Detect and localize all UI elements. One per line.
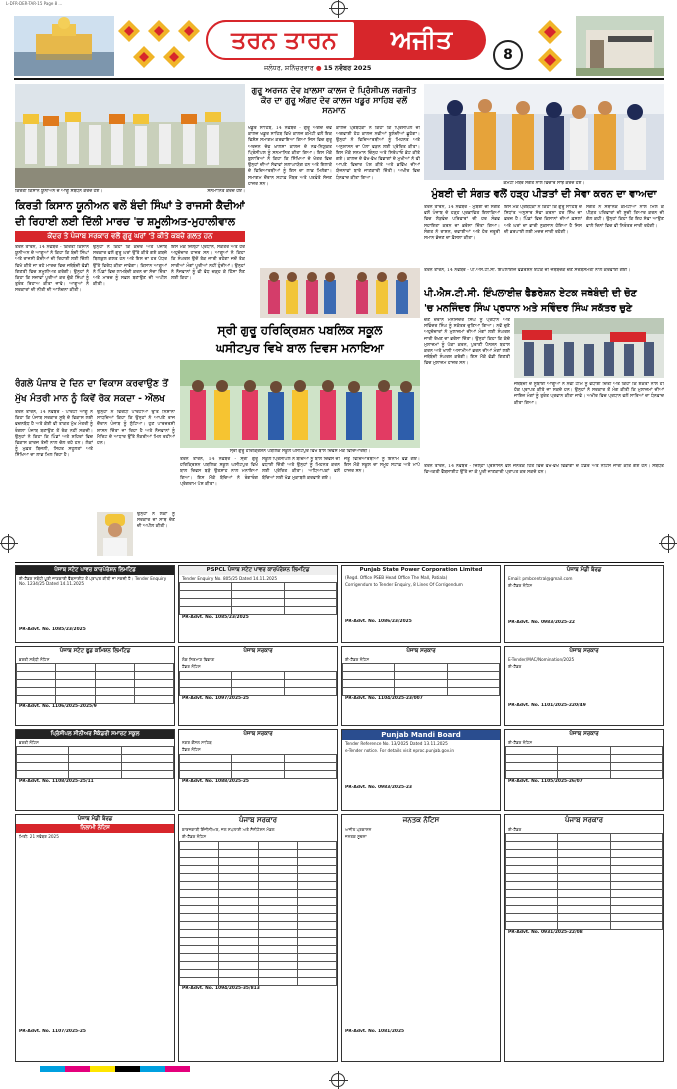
ad-body: ਈ-ਟੈਂਡਰ ਨੋਟਿਸ xyxy=(508,583,533,589)
ad-ref: PR-Advt. No. 1081/2025 xyxy=(345,1029,405,1035)
ad-table xyxy=(179,841,337,986)
ad-header: Punjab State Power Corporation Limited xyxy=(342,566,500,574)
union-photo xyxy=(514,318,664,378)
ad-pspcl-punjabi xyxy=(15,565,175,643)
registration-mark-bottom xyxy=(331,1073,345,1087)
school-photo-caption: ਸ੍ਰੀ ਗੁਰੂ ਹਰਿਕ੍ਰਿਸ਼ਨ ਪਬਲਿਕ ਸਕੂਲ ਘਸੀਟਪੁਰ ਵਿਖੇ ਬਾਲ ਦਿਵਸ ਮੌਕੇ ਵਿਦਿਆਰਥੀ। xyxy=(229,449,371,454)
right-brief: ਤਰਨ ਤਾਰਨ, 14 ਨਵੰਬਰ - ਜ਼ਿਲ੍ਹਾ ਪ੍ਰਸ਼ਾਸਨ ਵਲੋਂ ਜਨਤਕ ਹਿੱਤ ਵਿਚ ਵੱਖ-ਵੱਖ ਵਿਭਾਗਾਂ ਦੇ ਟੈਂਡਰ ਅਤੇ ਨੋਟਿਸ ਜਾਰੀ ਕੀਤੇ ਗਏ ਹਨ। ਸਬੰਧਤ ਵਿਅਕਤੀ ਵੈੱਬਸਾਈਟ ਉੱਤੇ ਜਾ ਕੇ ਪੂਰੀ ਜਾਣਕਾਰੀ ਪ੍ਰਾਪਤ ਕਰ ਸਕਦੇ ਹਨ। xyxy=(424,464,664,476)
print-info: L-DFR-DER-TAR-15 Page 8 ... xyxy=(6,1,63,6)
ad-subheader: Tender Reference No. 13/2025 Dated 13.11.2025 xyxy=(345,741,448,746)
ad-ref: PR-Advt. No. 0983/2025-22 xyxy=(508,620,575,626)
mumbai-headline: ਮੁੰਬਈ ਦੀ ਸੰਗਤ ਵਲੋਂ ਹੜ੍ਹ ਪੀੜਤਾਂ ਦੀ ਸੇਵਾ ਕਰਨ ਦਾ ਵਾਅਦਾ xyxy=(431,189,657,200)
dateline-city: ਜਲੰਧਰ, ਸ਼ਨਿੱਚਰਵਾਰ xyxy=(264,64,314,72)
ad-govt-etender-4 xyxy=(504,814,664,1062)
punjab-col-2: ਉਨ੍ਹਾਂ ਨੇ ਵਿਰੋਧੀ ਪਾਰਟੀਆਂ ਉੱਤੇ ਨਿਸ਼ਾਨਾ ਸਾਧਦਿਆਂ ਕਿਹਾ ਕਿ ਉਨ੍ਹਾਂ ਨੇ ਆਪਣੇ ਰਾਜ ਦੌਰਾਨ ਪੰਜਾਬ ਨੂੰ ਲੁੱਟਿਆ। ਹੁਣ ਪਾਰਦਰਸ਼ੀ ਸ਼ਾਸਨ ਦਿੱਤਾ ਜਾ ਰਿਹਾ ਹੈ ਅਤੇ ਨੌਜਵਾਨਾਂ ਨੂੰ ਮੈਰਿਟ ਦੇ ਆਧਾਰ ਉੱਤੇ ਨੌਕਰੀਆਂ ਮਿਲ ਰਹੀਆਂ ਹਨ। xyxy=(97,410,175,447)
kisan-col-1: ਤਰਨ ਤਾਰਨ, 14 ਨਵੰਬਰ - ਕਿਰਤੀ ਕਿਸਾਨ ਯੂਨੀਅਨ ਦੇ ਆਗੂਆਂ ਨੇ ਕਿਹਾ ਕਿ ਬੰਦੀ ਸਿੰਘਾਂ ਅਤੇ ਰਾਜਸੀ ਕੈਦੀਆਂ ਦੀ ਰਿਹਾਈ ਲਈ ਦਿੱਲੀ ਵਿਖੇ ਕੀਤੇ ਜਾ ਰਹੇ ਮਾਰਚ ਵਿਚ ਜਥੇਬੰਦੀ ਵੱਡੀ ਗਿਣਤੀ ਵਿਚ ਸ਼ਮੂਲੀਅਤ ਕਰੇਗੀ। ਉਨ੍ਹਾਂ ਨੇ ਕਿਹਾ ਕਿ ਸਜ਼ਾਵਾਂ ਪੂਰੀਆਂ ਕਰ ਚੁੱਕੇ ਸਿੰਘਾਂ ਨੂੰ ਤੁਰੰਤ ਰਿਹਾਅ ਕੀਤਾ ਜਾਵੇ। ਆਗੂਆਂ ਨੇ ਸਰਕਾਰਾਂ ਦੀ ਨੀਤੀ ਦੀ ਆਲੋਚਨਾ ਕੀਤੀ। xyxy=(15,245,89,294)
phulkari-pattern-right xyxy=(526,16,574,76)
ad-water-supply xyxy=(178,814,338,1062)
ad-ref: PR-Advt. No. 1085/23/2025 xyxy=(19,627,86,632)
kisan-photo-caption: ਕਿਰਤੀ ਕਿਸਾਨ ਯੂਨੀਅਨ ਦੇ ਆਗੂ ਸੰਬੋਧਨ ਕਰਦੇ ਹੋਏ। xyxy=(15,189,103,194)
ad-ref: PR-Advt. No. 1104/2025-23/007 xyxy=(345,696,423,702)
building-photo xyxy=(576,16,664,76)
ad-body: ਈ-ਟੈਂਡਰ ਨੋਟਿਸ xyxy=(508,740,533,745)
ad-subheader: ਨਿਲਾਮੀ ਨੋਟਿਸ xyxy=(16,824,174,833)
kisan-col-3: ਇਸ ਮੌਕੇ ਜ਼ਿਲ੍ਹਾ ਪ੍ਰਧਾਨ, ਸਕੱਤਰ ਅਤੇ ਹੋਰ ਅਹੁਦੇਦਾਰ ਹਾਜ਼ਰ ਸਨ। ਆਗੂਆਂ ਨੇ ਕਿਹਾ ਕਿ ਸੰਘਰਸ਼ ਉਦੋਂ ਤੱਕ ਜਾਰੀ ਰਹੇਗਾ ਜਦੋਂ ਤੱਕ ਸਾਰੀਆਂ ਮੰਗਾਂ ਪੂਰੀਆਂ ਨਹੀਂ ਹੁੰਦੀਆਂ। ਉਨ੍ਹਾਂ ਨੇ ਨੌਜਵਾਨਾਂ ਨੂੰ ਵੀ ਵੱਧ ਚੜ੍ਹ ਕੇ ਹਿੱਸਾ ਲੈਣ ਲਈ ਕਿਹਾ। xyxy=(171,245,245,282)
ad-punjab-mandi-board xyxy=(341,729,501,811)
ad-subheader: ਅਜੀਤ ਪ੍ਰਕਾਸ਼ਨ xyxy=(345,827,372,832)
mumbai-photo-caption: ਕਮੇਟੀ ਮੈਂਬਰ ਸੰਗਤ ਨਾਲ ਵਿਚਾਰ ਸਾਂਝੇ ਕਰਦੇ ਹੋਏ। xyxy=(503,181,585,186)
ad-header: ਪੰਜਾਬ ਸਰਕਾਰ xyxy=(179,815,337,826)
ad-ref: PR-Advt. No. 1085/23/2025 xyxy=(182,615,249,621)
punjab-headline-line-1: ਰੰਗਲੇ ਪੰਜਾਬ ਦੇ ਦਿਨ ਦਾ ਵਿਕਾਸ ਕਰਵਾਉਣ ਤੋਂ xyxy=(15,378,169,389)
school-col-3: ਜੇਤੂ ਵਿਦਿਆਰਥੀਆਂ ਨੂੰ ਇਨਾਮ ਵੰਡੇ ਗਏ। ਇਸ ਮੌਕੇ ਸਕੂਲ ਦਾ ਸਮੂਹ ਸਟਾਫ਼ ਅਤੇ ਮਾਪੇ ਹਾਜ਼ਰ ਸਨ। xyxy=(344,457,420,475)
ad-table xyxy=(505,746,663,779)
ad-govt-etender-3 xyxy=(504,729,664,811)
ad-header-logo: PSPCL xyxy=(206,567,226,573)
ad-nagar-council xyxy=(178,729,338,811)
ad-header: ਪੰਜਾਬ ਸਰਕਾਰ xyxy=(505,815,663,826)
ad-ref: PR-Advt. No. 1086/23/2025 xyxy=(345,619,412,625)
ad-header: ਪ੍ਰਿੰਸੀਪਲ ਸੀਨੀਅਰ ਸੈਕੰਡਰੀ ਸਮਾਰਟ ਸਕੂਲ xyxy=(16,730,174,739)
masthead xyxy=(14,16,664,76)
ad-table xyxy=(179,582,337,615)
ad-body: ਭਰਤੀ ਨੋਟਿਸ xyxy=(19,740,39,745)
page-number-badge: 8 xyxy=(493,40,523,70)
ad-mandi-auction xyxy=(15,814,175,1062)
ad-pspcl-english xyxy=(341,565,501,643)
ad-table xyxy=(179,754,337,779)
ad-body: ਈ-ਟੈਂਡਰ xyxy=(508,664,522,670)
college-story-col-1: ਖਡੂਰ ਸਾਹਿਬ, 14 ਨਵੰਬਰ - ਗੁਰੂ ਅੰਗਦ ਦੇਵ ਕਾਲਜ ਖਡੂਰ ਸਾਹਿਬ ਵਿਖੇ ਕਾਲਜ ਕਮੇਟੀ ਵਲੋਂ ਇਕ ਵਿਸ਼ੇਸ਼ ਸਮਾਗਮ ਕਰਵਾਇਆ ਗਿਆ ਜਿਸ ਵਿਚ ਗੁਰੂ ਅਰਜਨ ਦੇਵ ਖ਼ਾਲਸਾ ਕਾਲਜ ਦੇ ਨਵ-ਨਿਯੁਕਤ ਪ੍ਰਿੰਸੀਪਲ ਨੂੰ ਸਨਮਾਨਿਤ ਕੀਤਾ ਗਿਆ। ਇਸ ਮੌਕੇ ਬੁਲਾਰਿਆਂ ਨੇ ਕਿਹਾ ਕਿ ਸਿੱਖਿਆ ਦੇ ਖੇਤਰ ਵਿਚ ਉਨ੍ਹਾਂ ਦੀਆਂ ਸੇਵਾਵਾਂ ਸ਼ਲਾਘਾਯੋਗ ਹਨ ਅਤੇ ਇਲਾਕੇ ਦੇ ਵਿਦਿਆਰਥੀਆਂ ਨੂੰ ਇਸ ਦਾ ਲਾਭ ਮਿਲੇਗਾ। ਸਮਾਗਮ ਦੌਰਾਨ ਸਟਾਫ਼ ਮੈਂਬਰ ਅਤੇ ਪਤਵੰਤੇ ਸੱਜਣ ਹਾਜ਼ਰ ਸਨ। xyxy=(248,126,332,187)
school-col-1: ਤਰਨ ਤਾਰਨ, 14 ਨਵੰਬਰ - ਸ੍ਰੀ ਗੁਰੂ ਹਰਿਕ੍ਰਿਸ਼ਨ ਪਬਲਿਕ ਸਕੂਲ ਘਸੀਟਪੁਰ ਵਿਖੇ ਬਾਲ ਦਿਵਸ ਬੜੇ ਉਤਸ਼ਾਹ ਨਾਲ ਮਨਾਇਆ ਗਿਆ। ਇਸ ਮੌਕੇ ਬੱਚਿਆਂ ਨੇ ਰੰਗਾਰੰਗ ਪ੍ਰੋਗਰਾਮ ਪੇਸ਼ ਕੀਤਾ। xyxy=(180,457,258,487)
union-col-2: ਜਥੇਬੰਦੀ ਦੇ ਸੂਬਾਈ ਆਗੂਆਂ ਨੇ ਨਵੀਂ ਟੀਮ ਨੂੰ ਵਧਾਈ ਦਿੱਤੀ ਅਤੇ ਕਿਹਾ ਕਿ ਏਕਤਾ ਨਾਲ ਹੀ ਹੱਕ ਪ੍ਰਾਪਤ ਕੀਤੇ ਜਾ ਸਕਦੇ ਹਨ। ਉਨ੍ਹਾਂ ਨੇ ਸਰਕਾਰ ਤੋਂ ਮੰਗ ਕੀਤੀ ਕਿ ਮੁਲਾਜ਼ਮਾਂ ਦੀਆਂ ਜਾਇਜ਼ ਮੰਗਾਂ ਨੂੰ ਤੁਰੰਤ ਪ੍ਰਵਾਨ ਕੀਤਾ ਜਾਵੇ। ਅਖੀਰ ਵਿਚ ਪ੍ਰਧਾਨ ਵਲੋਂ ਸਾਰਿਆਂ ਦਾ ਧੰਨਵਾਦ ਕੀਤਾ ਗਿਆ। xyxy=(514,382,664,406)
masthead-dateline: ਜਲੰਧਰ, ਸ਼ਨਿੱਚਰਵਾਰ ● 15 ਨਵੰਬਰ 2025 xyxy=(264,64,372,72)
ad-body: ਈ-ਟੈਂਡਰ ਸਬੰਧੀ ਪੂਰੀ ਜਾਣਕਾਰੀ ਵੈੱਬਸਾਈਟ ਤੋਂ ਪ੍ਰਾਪਤ ਕੀਤੀ ਜਾ ਸਕਦੀ ਹੈ। Tender Enquiry No. 1234/25 Dated 14.11.2025 xyxy=(19,576,167,587)
mumbai-col-3: ਸੰਗਤ ਨੇ ਸਥਾਨਕ ਕਮੇਟੀਆਂ ਨਾਲ ਮਿਲ ਕੇ ਪੀੜਤ ਪਰਿਵਾਰਾਂ ਦੀ ਸੂਚੀ ਤਿਆਰ ਕਰਨ ਦੀ ਗੱਲ ਕਹੀ। ਉਨ੍ਹਾਂ ਕਿਹਾ ਕਿ ਇਹ ਸੇਵਾ ਆਉਣ ਵਾਲੇ ਦਿਨਾਂ ਵਿਚ ਵੀ ਨਿਰੰਤਰ ਜਾਰੀ ਰਹੇਗੀ। xyxy=(586,205,664,229)
college-story-headline: ਗੁਰੂ ਅਰਜਨ ਦੇਵ ਖ਼ਾਲਸਾ ਕਾਲਜ ਦੇ ਪ੍ਰਿੰਸੀਪਲ ਜਗਜੀਤ ਕੌਰ ਦਾ ਗੁਰੂ ਅੰਗਦ ਦੇਵ ਕਾਲਜ ਖਡੂਰ ਸਾਹਿਬ ਵਲੋਂ ਸਨਮਾਨ xyxy=(251,85,417,115)
ad-header: Punjab Mandi Board xyxy=(342,730,500,740)
ad-body: ਜਨਤਕ ਸੂਚਨਾ xyxy=(345,834,367,840)
print-color-bar xyxy=(40,1066,190,1072)
union-col-1: ਚੋਣ ਦੌਰਾਨ ਮਨਜਿੰਦਰ ਸਿੰਘ ਨੂੰ ਪ੍ਰਧਾਨ ਅਤੇ ਸਵਿੰਦਰ ਸਿੰਘ ਨੂੰ ਸਕੱਤਰ ਚੁਣਿਆ ਗਿਆ। ਨਵੇਂ ਚੁਣੇ ਅਹੁਦੇਦਾਰਾਂ ਨੇ ਮੁਲਾਜ਼ਮਾਂ ਦੀਆਂ ਮੰਗਾਂ ਲਈ ਸੰਘਰਸ਼ ਜਾਰੀ ਰੱਖਣ ਦਾ ਭਰੋਸਾ ਦਿੱਤਾ। ਉਨ੍ਹਾਂ ਕਿਹਾ ਕਿ ਕੱਚੇ ਮੁਲਾਜ਼ਮਾਂ ਨੂੰ ਪੱਕਾ ਕਰਨ, ਪੁਰਾਣੀ ਪੈਨਸ਼ਨ ਬਹਾਲ ਕਰਨ ਅਤੇ ਖਾਲੀ ਅਸਾਮੀਆਂ ਭਰਨ ਦੀਆਂ ਮੰਗਾਂ ਲਈ ਜਥੇਬੰਦੀ ਸੰਘਰਸ਼ ਕਰੇਗੀ। ਇਸ ਮੌਕੇ ਵੱਡੀ ਗਿਣਤੀ ਵਿਚ ਮੁਲਾਜ਼ਮ ਹਾਜ਼ਰ ਸਨ। xyxy=(424,318,510,367)
ad-ref: PR-Advt. No. 1107/2025-25 xyxy=(19,1029,86,1034)
ad-header: ਪੰਜਾਬ ਮੰਡੀ ਬੋਰਡ xyxy=(505,566,663,575)
ad-body: e-Tender notice. For details visit eproc.punjab.gov.in xyxy=(345,748,455,754)
registration-mark-right xyxy=(661,536,675,550)
ad-header: ਪੰਜਾਬ ਸਰਕਾਰ xyxy=(179,647,337,656)
ad-ref: PR-Advt. No. 1094/2025-35/813 xyxy=(182,985,260,991)
ad-header: ਪੰਜਾਬ ਸਟੇਟ ਫੂਡ ਕਮਿਸ਼ਨ ਲਿਮਟਿਡ xyxy=(16,647,174,656)
kisan-subhead: ਕੇਂਦਰ ਤੇ ਪੰਜਾਬ ਸਰਕਾਰ ਵਲੋਂ ਗੁਰੂ ਘਰਾਂ 'ਤੇ ਕੀਤੇ ਕਬਜ਼ੇ ਗਲਤ ਹਨ xyxy=(15,231,245,242)
ad-table xyxy=(16,663,174,704)
ad-subheader: ਨਗਰ ਕੌਂਸਲ ਸਾਹਿਬ xyxy=(182,740,212,745)
college-photo-caption: ਸਨਮਾਨਿਤ ਕਰਦੇ ਹੋਏ। xyxy=(207,189,245,194)
mumbai-sangat-photo xyxy=(424,84,664,180)
kisan-headline-line-2: ਦੀ ਰਿਹਾਈ ਲਈ ਦਿੱਲੀ ਮਾਰਚ 'ਚ ਸ਼ਮੂਲੀਅਤ-ਮੁਹਾਲੀਵਾਲ xyxy=(15,216,235,228)
ad-body: ਮਿਤੀ: 21 ਨਵੰਬਰ 2025 xyxy=(19,834,59,839)
punjab-headline-line-2: ਮੁੱਖ ਮੰਤਰੀ ਮਾਨ ਨੂੰ ਕਿਵੇਂ ਰੋਕ ਸਕਦਾ - ਔਲਖ xyxy=(15,393,165,404)
punjab-col-1: ਤਰਨ ਤਾਰਨ, 14 ਨਵੰਬਰ - ਪਾਰਟੀ ਆਗੂ ਨੇ ਕਿਹਾ ਕਿ ਪੰਜਾਬ ਸਰਕਾਰ ਸੂਬੇ ਦੇ ਵਿਕਾਸ ਲਈ ਵਚਨਬੱਧ ਹੈ ਅਤੇ ਕੋਈ ਵੀ ਤਾਕਤ ਮੁੱਖ ਮੰਤਰੀ ਨੂੰ ਰੰਗਲਾ ਪੰਜਾਬ ਬਣਾਉਣ ਤੋਂ ਰੋਕ ਨਹੀਂ ਸਕਦੀ। ਉਨ੍ਹਾਂ ਨੇ ਕਿਹਾ ਕਿ ਪਿੰਡਾਂ ਅਤੇ ਸ਼ਹਿਰਾਂ ਵਿਚ ਵਿਕਾਸ ਕਾਰਜ ਤੇਜ਼ੀ ਨਾਲ ਚੱਲ ਰਹੇ ਹਨ। ਲੋਕਾਂ ਨੂੰ ਮੁਫ਼ਤ ਬਿਜਲੀ, ਸਿਹਤ ਸਹੂਲਤਾਂ ਅਤੇ ਸਿੱਖਿਆ ਦਾ ਲਾਭ ਮਿਲ ਰਿਹਾ ਹੈ। xyxy=(15,410,93,459)
ad-ref: PR-Advt. No. 0931/2025-22/08 xyxy=(508,930,583,936)
ad-mandi-board-punjabi xyxy=(504,565,664,643)
ad-body: ਈ-ਟੈਂਡਰ ਨੋਟਿਸ xyxy=(345,657,370,662)
ad-pspcl-tender xyxy=(178,565,338,643)
ad-header: ਪੰਜਾਬ ਸਰਕਾਰ xyxy=(342,647,500,656)
ad-header: ਪੰਜਾਬ ਸਰਕਾਰ xyxy=(179,730,337,739)
ads-divider xyxy=(15,562,664,563)
kisan-headline-line-1: ਕਿਰਤੀ ਕਿਸਾਨ ਯੂਨੀਅਨ ਵਲੋਂ ਬੰਦੀ ਸਿੰਘਾਂ ਤੇ ਰਾਜਸੀ ਕੈਦੀਆਂ xyxy=(15,200,245,212)
ad-pwd xyxy=(178,646,338,726)
registration-mark-top xyxy=(331,1,345,15)
school-col-2: ਸਕੂਲ ਪ੍ਰਿੰਸੀਪਲ ਨੇ ਬੱਚਿਆਂ ਨੂੰ ਬਾਲ ਦਿਵਸ ਦੀ ਵਧਾਈ ਦਿੱਤੀ ਅਤੇ ਉਨ੍ਹਾਂ ਨੂੰ ਮਿਹਨਤ ਕਰਨ ਲਈ ਪ੍ਰੇਰਿਤ ਕੀਤਾ। ਅਧਿਆਪਕਾਂ ਵਲੋਂ ਬੱਚਿਆਂ ਲਈ ਖੇਡ ਮੁਕਾਬਲੇ ਕਰਵਾਏ ਗਏ। xyxy=(262,457,340,481)
bal-divas-photo xyxy=(180,360,420,448)
ad-ref: PR-Advt. No. 1106/2025-2025/9 xyxy=(19,704,97,710)
paper-name: ਤਰਨ ਤਾਰਨ xyxy=(231,26,337,54)
ad-ref: PR-Advt. No. 1108/2025-25/11 xyxy=(19,779,94,785)
ad-header: ਪੰਜਾਬ ਸਰਕਾਰ xyxy=(505,730,663,739)
mumbai-col-2: ਇਸ ਮੌਕੇ ਪ੍ਰਬੰਧਕਾਂ ਨੇ ਕਿਹਾ ਕਿ ਗੁਰੂ ਸਾਹਿਬ ਦੇ ਸਿਧਾਂਤ ਅਨੁਸਾਰ ਸੇਵਾ ਕਰਨਾ ਹਰ ਸਿੱਖ ਦਾ ਫ਼ਰਜ਼ ਹੈ। ਪਿੰਡਾਂ ਵਿਚ ਕਿਸਾਨਾਂ ਦੀਆਂ ਫ਼ਸਲਾਂ ਅਤੇ ਘਰਾਂ ਦਾ ਭਾਰੀ ਨੁਕਸਾਨ ਹੋਇਆ ਹੈ ਜਿਸ ਦੀ ਭਰਪਾਈ ਲਈ ਮਦਦ ਜਾਰੀ ਰਹੇਗੀ। xyxy=(504,205,582,235)
golden-temple-photo xyxy=(14,16,114,76)
ad-govt-etender-2 xyxy=(504,646,664,726)
ad-header: ਪੰਜਾਬ ਸਰਕਾਰ xyxy=(505,647,663,656)
ad-subheader: ਕਾਰਜਕਾਰੀ ਇੰਜੀਨੀਅਰ, ਜਲ ਸਪਲਾਈ ਅਤੇ ਸੈਨੀਟੇਸ਼ਨ ਮੰਡਲ xyxy=(182,827,275,832)
ad-subheader: E-Tender/MAC/Nomination/2025 xyxy=(508,657,575,662)
ad-table xyxy=(505,833,663,930)
ad-header xyxy=(179,566,337,575)
ad-public-notice xyxy=(341,814,501,1062)
ad-subheader: (Regd. Office PSEB Head Office The Mall, Patiala) xyxy=(345,575,448,580)
ad-header-title: ਪੰਜਾਬ ਸਟੇਟ ਪਾਵਰ ਕਾਰਪੋਰੇਸ਼ਨ ਲਿਮਟਿਡ xyxy=(227,567,310,573)
ad-body: ਟੈਂਡਰ ਨੋਟਿਸ xyxy=(182,664,201,670)
college-staff-photo xyxy=(260,268,420,318)
ad-table xyxy=(16,746,174,779)
ad-body: ਈ-ਟੈਂਡਰ xyxy=(508,827,522,832)
registration-mark-left xyxy=(1,536,15,550)
kisan-col-2: ਉਨ੍ਹਾਂ ਨੇ ਕਿਹਾ ਕਿ ਕੇਂਦਰ ਅਤੇ ਪੰਜਾਬ ਸਰਕਾਰ ਵਲੋਂ ਗੁਰੂ ਘਰਾਂ ਉੱਤੇ ਕੀਤੇ ਗਏ ਕਬਜ਼ੇ ਬਿਲਕੁਲ ਗਲਤ ਹਨ ਅਤੇ ਇਸ ਦਾ ਹਰ ਪੱਧਰ ਉੱਤੇ ਵਿਰੋਧ ਕੀਤਾ ਜਾਵੇਗਾ। ਕਿਸਾਨ ਆਗੂਆਂ ਨੇ ਪਿੰਡਾਂ ਵਿਚ ਲਾਮਬੰਦੀ ਕਰਨ ਦਾ ਸੱਦਾ ਦਿੱਤਾ ਅਤੇ ਮਾਰਚ ਨੂੰ ਸਫ਼ਲ ਬਣਾਉਣ ਦੀ ਅਪੀਲ ਕੀਤੀ। xyxy=(93,245,167,288)
ad-header: ਜਨਤਕ ਨੋਟਿਸ xyxy=(342,815,500,826)
ad-subheader: ਲੋਕ ਨਿਰਮਾਣ ਵਿਭਾਗ xyxy=(182,657,215,662)
ad-ref: PR-Advt. No. 1105/2025-26/07 xyxy=(508,779,583,785)
ad-ref: PR-Advt. No. 0983/2025-23 xyxy=(345,785,412,791)
phulkari-pattern-left xyxy=(114,16,204,76)
union-headline-line-1: ਪੀ.ਐਸ.ਟੀ.ਸੀ. ਇੰਪਲਾਈਜ਼ ਫੈਡਰੇਸ਼ਨ ਏਟਕ ਜਥੇਬੰਦੀ ਦੀ ਚੋਣ xyxy=(424,288,637,299)
ad-school-recruitment xyxy=(15,729,175,811)
ad-table xyxy=(342,663,500,696)
kisan-march-photo xyxy=(15,84,245,188)
school-headline-line-2: ਘਸੀਟਪੁਰ ਵਿਖੇ ਬਾਲ ਦਿਵਸ ਮਨਾਇਆ xyxy=(216,341,384,355)
masthead-rule xyxy=(14,78,664,80)
portrait-photo xyxy=(97,512,133,556)
ad-body: Tender Enquiry No. 805/25 Dated 14.11.2025 xyxy=(182,576,277,581)
ad-body: ਈ-ਟੈਂਡਰ ਨੋਟਿਸ xyxy=(182,834,207,840)
ad-subheader: Email: pmbcentral@gmail.com xyxy=(508,576,573,581)
mumbai-col-1: ਤਰਨ ਤਾਰਨ, 14 ਨਵੰਬਰ - ਮੁੰਬਈ ਦੀ ਸੰਗਤ ਵਲੋਂ ਪੰਜਾਬ ਦੇ ਹੜ੍ਹ ਪ੍ਰਭਾਵਿਤ ਇਲਾਕਿਆਂ ਵਿਚ ਲੋੜਵੰਦ ਪਰਿਵਾਰਾਂ ਦੀ ਹਰ ਸੰਭਵ ਸਹਾਇਤਾ ਕਰਨ ਦਾ ਭਰੋਸਾ ਦਿੱਤਾ ਗਿਆ। ਸੰਗਤ ਨੇ ਰਾਸ਼ਨ, ਦਵਾਈਆਂ ਅਤੇ ਹੋਰ ਜ਼ਰੂਰੀ ਸਮਾਨ ਭੇਜਣ ਦਾ ਫ਼ੈਸਲਾ ਕੀਤਾ। xyxy=(424,205,500,242)
dateline-date: 15 ਨਵੰਬਰ 2025 xyxy=(323,64,372,72)
ad-ref: PR-Advt. No. 1097/2025-25 xyxy=(182,695,249,701)
college-story-col-2: ਕਾਲਜ ਪ੍ਰਬੰਧਕਾਂ ਨੇ ਕਿਹਾ ਕਿ ਪ੍ਰਿੰਸੀਪਲ ਦੀ ਅਗਵਾਈ ਹੇਠ ਕਾਲਜ ਨਵੀਆਂ ਬੁਲੰਦੀਆਂ ਛੂਹੇਗਾ। ਉਨ੍ਹਾਂ ਨੇ ਵਿਦਿਆਰਥੀਆਂ ਨੂੰ ਮਿਹਨਤ ਅਤੇ ਅਨੁਸ਼ਾਸਨ ਦਾ ਪੱਲਾ ਫੜਨ ਲਈ ਪ੍ਰੇਰਿਤ ਕੀਤਾ। ਇਸ ਮੌਕੇ ਸਨਮਾਨ ਚਿੰਨ੍ਹ ਅਤੇ ਸਿਰੋਪਾਓ ਭੇਟ ਕੀਤੇ ਗਏ। ਕਾਲਜ ਦੇ ਵੱਖ-ਵੱਖ ਵਿਭਾਗਾਂ ਦੇ ਮੁਖੀਆਂ ਨੇ ਵੀ ਆਪਣੇ ਵਿਚਾਰ ਪੇਸ਼ ਕੀਤੇ ਅਤੇ ਭਵਿੱਖ ਦੀਆਂ ਯੋਜਨਾਵਾਂ ਬਾਰੇ ਜਾਣਕਾਰੀ ਦਿੱਤੀ। ਅਖੀਰ ਵਿਚ ਧੰਨਵਾਦ ਕੀਤਾ ਗਿਆ। xyxy=(336,126,420,181)
ad-body: Corrigendum to Tender Enquiry, 8 Lines Of Corrigendum xyxy=(345,582,463,588)
school-headline-line-1: ਸ੍ਰੀ ਗੁਰੂ ਹਰਿਕ੍ਰਿਸ਼ਨ ਪਬਲਿਕ ਸਕੂਲ xyxy=(217,323,383,337)
ad-ref: PR-Advt. No. 1101/2025-220/49 xyxy=(508,703,586,709)
ad-ref: PR-Advt. No. 1088/2025-25 xyxy=(182,778,249,784)
punjab-col-3: ਉਨ੍ਹਾਂ ਨੇ ਲੋਕਾਂ ਨੂੰ ਸਰਕਾਰ ਦਾ ਸਾਥ ਦੇਣ ਦੀ ਅਪੀਲ ਕੀਤੀ। xyxy=(137,512,175,530)
ad-table xyxy=(179,671,337,696)
brand-name: ਅਜੀਤ xyxy=(390,25,453,54)
union-lead: ਤਰਨ ਤਾਰਨ, 14 ਨਵੰਬਰ - ਪੀ.ਐਸ.ਟੀ.ਸੀ. ਇੰਪਲਾਈਜ਼ ਫੈਡਰੇਸ਼ਨ ਏਟਕ ਦੀ ਜਥੇਬੰਦਕ ਚੋਣ ਸਰਬਸੰਮਤੀ ਨਾਲ ਕਰਵਾਈ ਗਈ। xyxy=(424,268,631,273)
ad-food-commission xyxy=(15,646,175,726)
ad-body: ਭਰਤੀ ਸਬੰਧੀ ਨੋਟਿਸ xyxy=(19,657,50,662)
ad-body: ਟੈਂਡਰ ਨੋਟਿਸ xyxy=(182,747,201,753)
ad-govt-etender-1 xyxy=(341,646,501,726)
union-headline-line-2: 'ਚ ਮਨਜਿੰਦਰ ਸਿੰਘ ਪ੍ਰਧਾਨ ਅਤੇ ਸਵਿੰਦਰ ਸਿੰਘ ਸਕੱਤਰ ਚੁਣੇ xyxy=(424,303,633,314)
ad-header: ਪੰਜਾਬ ਸਟੇਟ ਪਾਵਰ ਕਾਰਪੋਰੇਸ਼ਨ ਲਿਮਟਿਡ xyxy=(16,566,174,575)
ad-header: ਪੰਜਾਬ ਮੰਡੀ ਬੋਰਡ xyxy=(16,815,174,824)
